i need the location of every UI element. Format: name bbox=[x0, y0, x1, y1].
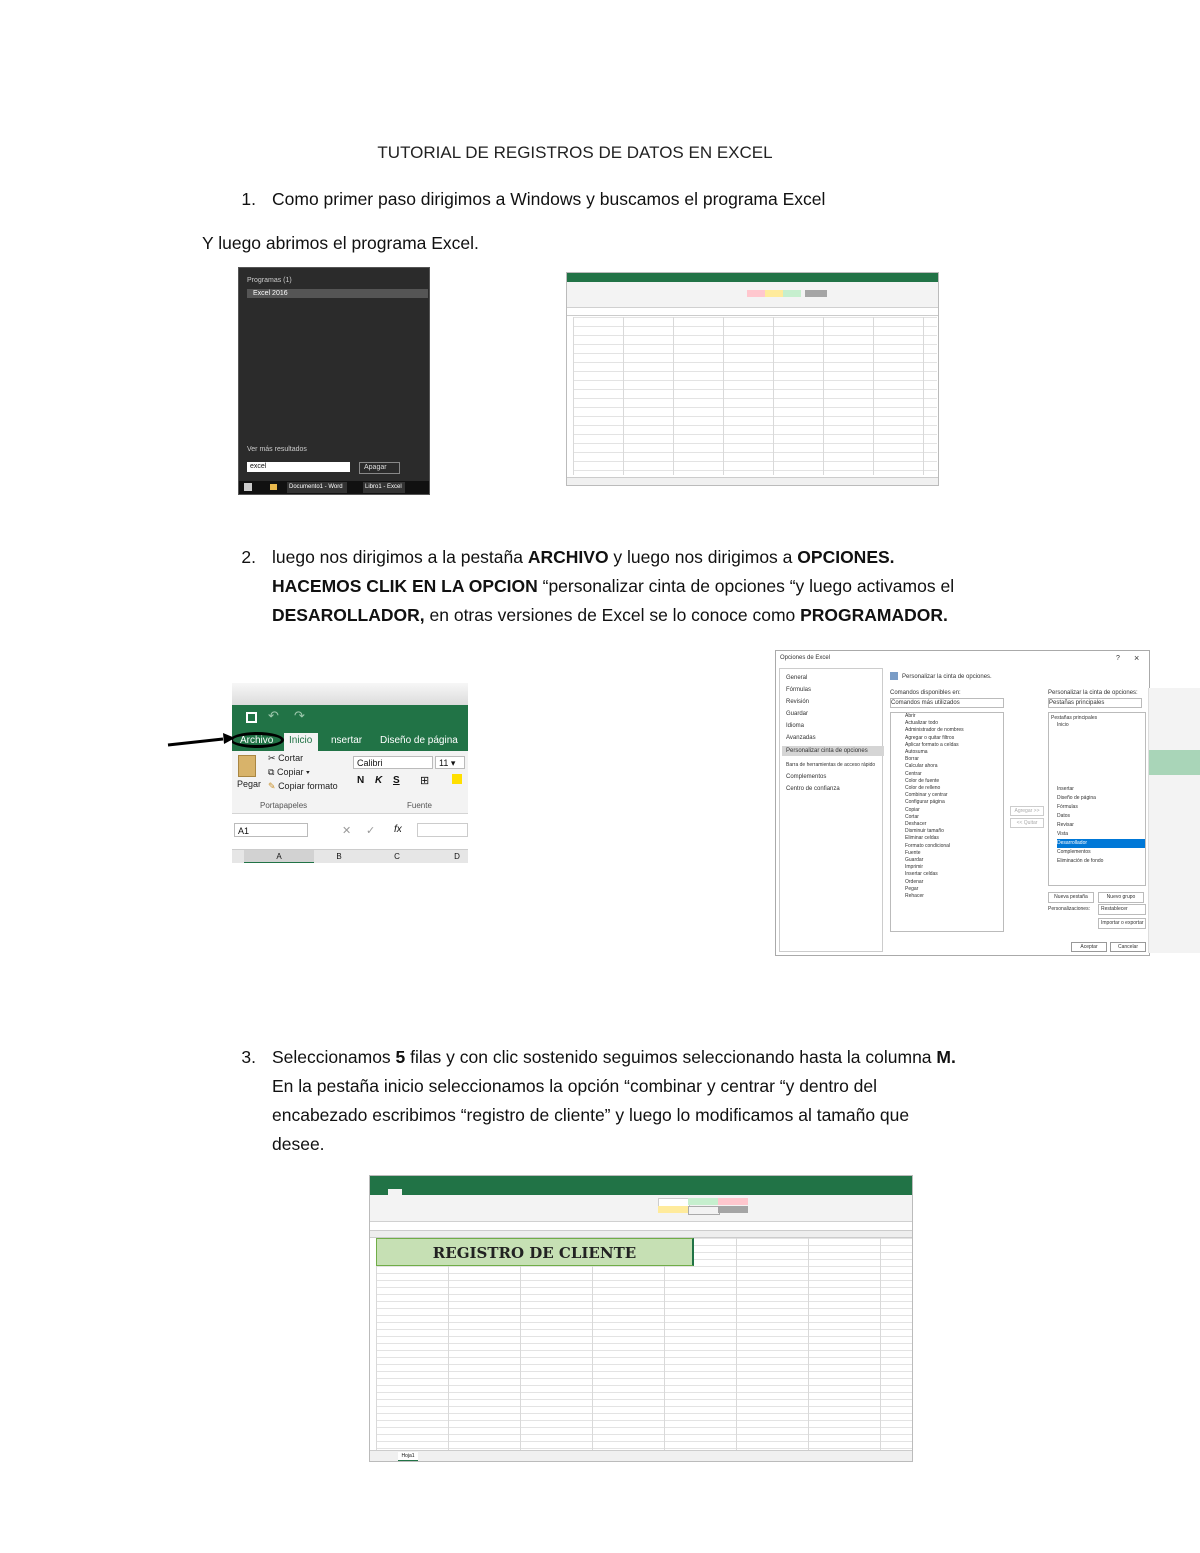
file-explorer-icon[interactable] bbox=[270, 484, 277, 490]
taskbar bbox=[239, 481, 429, 494]
undo-icon[interactable]: ↶ bbox=[268, 708, 279, 723]
step1-number: 1. bbox=[241, 189, 256, 209]
step2-l2-a: HACEMOS CLIK EN LA OPCION bbox=[272, 576, 538, 596]
merged-header-cell[interactable]: REGISTRO DE CLIENTE bbox=[376, 1238, 694, 1266]
bold-button[interactable]: N bbox=[357, 775, 365, 786]
ribbon-tab-item[interactable]: Insertar bbox=[1057, 786, 1074, 792]
formula-input[interactable] bbox=[417, 823, 468, 837]
customizations-label: Personalizaciones: bbox=[1048, 906, 1090, 912]
step3-number: 3. bbox=[241, 1047, 256, 1067]
save-icon[interactable] bbox=[246, 712, 257, 723]
nav-avanzadas[interactable]: Avanzadas bbox=[786, 735, 816, 741]
fill-color-icon[interactable] bbox=[452, 774, 462, 784]
tabs-tree-title: Pestañas principales bbox=[1051, 715, 1098, 721]
name-box-value: A1 bbox=[238, 826, 250, 836]
step2-l3-b: en otras versiones de Excel se lo conoce como bbox=[424, 605, 801, 625]
remove-button[interactable]: << Quitar bbox=[1010, 818, 1044, 828]
command-item[interactable]: Cortar bbox=[905, 813, 919, 820]
shutdown-button[interactable]: Apagar bbox=[359, 462, 400, 474]
paste-icon[interactable] bbox=[238, 755, 256, 777]
cut-label: Cortar bbox=[278, 753, 304, 763]
windows-start-icon[interactable] bbox=[244, 483, 252, 491]
programs-section: Programas (1) bbox=[247, 277, 292, 284]
command-item[interactable]: Color de relleno bbox=[905, 785, 941, 792]
style-neutral bbox=[658, 1206, 688, 1213]
import-export-button[interactable]: Importar o exportar bbox=[1098, 918, 1146, 929]
ribbon-tab-item[interactable]: Inicio bbox=[1057, 722, 1069, 728]
command-item[interactable]: Pegar bbox=[905, 885, 919, 892]
formula-bar[interactable] bbox=[567, 307, 938, 316]
step2-l2-b: “personalizar cinta de opciones “y luego activamos el bbox=[537, 576, 955, 596]
italic-button[interactable]: K bbox=[375, 775, 383, 786]
nav-revision[interactable]: Revisión bbox=[786, 699, 810, 705]
ribbon-tab-item[interactable]: Datos bbox=[1057, 813, 1071, 819]
ribbon-tab-item[interactable]: Fórmulas bbox=[1057, 804, 1078, 810]
excel3-grid[interactable] bbox=[376, 1238, 912, 1450]
nav-general[interactable]: General bbox=[786, 675, 808, 681]
nav-centro-confianza[interactable]: Centro de confianza bbox=[786, 786, 840, 792]
command-item[interactable]: Fuente bbox=[905, 849, 921, 856]
see-more-results[interactable]: Ver más resultados bbox=[247, 446, 307, 453]
nav-formulas[interactable]: Fórmulas bbox=[786, 687, 812, 693]
ribbon-body bbox=[232, 751, 468, 814]
taskbar-excel[interactable]: Libro1 - Excel bbox=[363, 482, 405, 493]
excel3-ribbon bbox=[370, 1195, 912, 1222]
right-edge-green-block bbox=[1149, 750, 1200, 775]
nav-idioma[interactable]: Idioma bbox=[786, 723, 805, 729]
ribbon-top-blur bbox=[232, 683, 468, 705]
document-title: TUTORIAL DE REGISTROS DE DATOS EN EXCEL bbox=[377, 143, 773, 162]
step3-line3: encabezado escribimos “registro de cliente” y luego lo modificamos al tamaño que bbox=[272, 1105, 910, 1125]
column-headers bbox=[232, 849, 468, 863]
step3-l1-d: M. bbox=[936, 1047, 956, 1067]
insert-function-icon[interactable]: fx bbox=[394, 824, 402, 835]
style-bad bbox=[718, 1198, 748, 1205]
command-item[interactable]: Combinar y centrar bbox=[905, 792, 948, 799]
options-heading: Personalizar la cinta de opciones. bbox=[902, 674, 992, 680]
excel-title-bar bbox=[567, 273, 938, 282]
ribbon-tab-item[interactable]: Revisar bbox=[1057, 822, 1074, 828]
options-nav bbox=[779, 668, 883, 952]
column-header-d[interactable]: D bbox=[454, 852, 460, 861]
command-item[interactable]: Aplicar formato a celdas bbox=[905, 741, 959, 748]
commands-list[interactable] bbox=[890, 712, 1004, 932]
dialog-title: Opciones de Excel bbox=[780, 655, 831, 661]
excel-ribbon bbox=[567, 282, 938, 308]
font-size-value: 11 bbox=[439, 758, 449, 768]
step3-line2: En la pestaña inicio seleccionamos la opción “combinar y centrar “y dentro del bbox=[272, 1076, 878, 1096]
commands-label: Comandos disponibles en: bbox=[890, 690, 961, 696]
command-item[interactable]: Color de fuente bbox=[905, 777, 940, 784]
copy-label: Copiar bbox=[276, 767, 304, 777]
copy-button[interactable]: ⧉ Copiar ▾ bbox=[268, 767, 310, 777]
close-dialog-button[interactable]: × bbox=[1134, 653, 1140, 663]
ribbon-tab-item[interactable]: Eliminación de fondo bbox=[1057, 858, 1104, 864]
style-calc bbox=[688, 1206, 720, 1215]
font-name-select[interactable] bbox=[353, 756, 433, 769]
tab-diseno[interactable]: Diseño de página bbox=[380, 735, 458, 746]
copy-icon: ⧉ bbox=[268, 767, 275, 777]
command-item[interactable]: Eliminar celdas bbox=[905, 835, 939, 842]
command-item[interactable]: Autosuma bbox=[905, 749, 928, 756]
excel-options-dialog bbox=[775, 650, 1150, 956]
ribbon-tab-desarrollador[interactable]: Desarrollador bbox=[1057, 839, 1145, 848]
step3-l1-c: filas y con clic sostenido seguimos seleccionando hasta la columna bbox=[405, 1047, 937, 1067]
format-painter-button[interactable] bbox=[268, 781, 338, 792]
style-swatch-good bbox=[783, 290, 801, 297]
ribbon-tab-row bbox=[232, 731, 468, 751]
ribbon-label: Personalizar la cinta de opciones: bbox=[1048, 690, 1138, 696]
nav-barra-acceso[interactable]: Barra de herramientas de acceso rápido bbox=[786, 762, 876, 768]
excel-search-result[interactable]: Excel 2016 bbox=[247, 289, 428, 298]
name-box[interactable] bbox=[234, 823, 308, 837]
ribbon-tab-item[interactable]: Complementos bbox=[1057, 849, 1091, 855]
nav-complementos[interactable]: Complementos bbox=[786, 774, 827, 780]
cancel-button[interactable]: Cancelar bbox=[1110, 942, 1146, 952]
step2-l1-b: ARCHIVO bbox=[527, 547, 609, 567]
new-group-button[interactable]: Nuevo grupo bbox=[1098, 892, 1144, 903]
tab-insertar[interactable]: nsertar bbox=[331, 735, 363, 746]
format-painter-label: Copiar formato bbox=[278, 781, 338, 791]
command-item[interactable]: Guardar bbox=[905, 857, 924, 864]
ok-button[interactable]: Aceptar bbox=[1071, 942, 1107, 952]
command-item[interactable]: Centrar bbox=[905, 770, 922, 777]
font-name-value: Calibri bbox=[357, 758, 383, 768]
command-item[interactable]: Calcular ahora bbox=[905, 763, 938, 770]
redo-icon[interactable]: ↷ bbox=[294, 708, 305, 723]
paste-label[interactable]: Pegar bbox=[237, 779, 262, 789]
step3-l1-a: Seleccionamos bbox=[272, 1047, 396, 1067]
command-item[interactable]: Imprimir bbox=[905, 864, 924, 871]
ribbon-tabs-tree[interactable] bbox=[1048, 712, 1146, 886]
ribbon-tab-item[interactable]: Diseño de página bbox=[1057, 795, 1096, 801]
command-item[interactable]: Administrador de nombres bbox=[905, 727, 964, 734]
portapapeles-group-label: Portapapeles bbox=[260, 801, 308, 810]
style-swatch-check bbox=[805, 290, 827, 297]
tab-inicio[interactable]: Inicio bbox=[289, 735, 313, 746]
command-item[interactable]: Insertar celdas bbox=[905, 871, 938, 878]
tabs-tree-items bbox=[1049, 721, 1145, 866]
style-swatch-bad bbox=[747, 290, 765, 297]
nav-guardar[interactable]: Guardar bbox=[786, 711, 809, 717]
options-content bbox=[888, 668, 1146, 952]
step3-line4: desee. bbox=[272, 1134, 325, 1154]
style-check bbox=[718, 1206, 748, 1213]
sheet-tab[interactable]: Hoja1 bbox=[398, 1452, 418, 1462]
fuente-group-label: Fuente bbox=[407, 801, 432, 810]
inicio-groups-spacer bbox=[1057, 730, 1145, 785]
column-header-c[interactable]: C bbox=[394, 852, 400, 861]
excel3-tab-row bbox=[370, 1188, 912, 1195]
excel3-sheet-bar bbox=[370, 1450, 912, 1462]
scissors-icon: ✂ bbox=[268, 753, 276, 763]
search-input[interactable]: excel bbox=[247, 462, 350, 472]
command-item[interactable]: Formato condicional bbox=[905, 842, 951, 849]
underline-button[interactable]: S bbox=[393, 775, 400, 786]
step3-l1-b: 5 bbox=[395, 1047, 406, 1067]
new-tab-button[interactable]: Nueva pestaña bbox=[1048, 892, 1094, 903]
column-header-a[interactable]: A bbox=[244, 850, 314, 863]
pointer-arrow-icon bbox=[165, 728, 240, 750]
excel3-formula-bar[interactable] bbox=[370, 1222, 912, 1231]
ribbon-customize-icon bbox=[890, 672, 898, 680]
confirm-entry-icon[interactable]: ✓ bbox=[366, 825, 376, 837]
command-item[interactable]: Actualizar todo bbox=[905, 720, 939, 727]
style-swatch-neutral bbox=[765, 290, 783, 297]
ribbon-screenshot bbox=[232, 683, 468, 863]
quick-access-bar bbox=[232, 705, 468, 731]
commands-select[interactable]: Comandos más utilizados bbox=[890, 698, 1004, 708]
cancel-entry-icon[interactable]: ✕ bbox=[342, 825, 352, 837]
excel-blank-workbook-screenshot bbox=[566, 272, 939, 486]
help-button[interactable]: ? bbox=[1116, 655, 1120, 662]
command-item[interactable]: Deshacer bbox=[905, 821, 927, 828]
tab-archivo[interactable]: Archivo bbox=[240, 735, 274, 746]
brush-icon: ✎ bbox=[268, 781, 276, 791]
taskbar-word[interactable]: Documento1 - Word bbox=[287, 482, 347, 493]
add-button[interactable]: Agregar >> bbox=[1010, 806, 1044, 816]
step1-follow: Y luego abrimos el programa Excel. bbox=[202, 233, 479, 253]
command-item[interactable]: Agregar o quitar filtros bbox=[905, 734, 955, 741]
step2-number: 2. bbox=[241, 547, 256, 567]
windows-search-screenshot bbox=[238, 267, 430, 495]
step2-l1-d: OPCIONES. bbox=[797, 547, 895, 567]
style-good bbox=[688, 1198, 718, 1205]
command-item[interactable]: Borrar bbox=[905, 756, 919, 763]
step2-l1-a: luego nos dirigimos a la pestaña bbox=[272, 547, 528, 567]
cut-button[interactable] bbox=[268, 753, 303, 764]
command-item[interactable]: Rehacer bbox=[905, 893, 924, 900]
ribbon-select[interactable]: Pestañas principales bbox=[1048, 698, 1142, 708]
borders-icon[interactable]: ⊞ bbox=[420, 775, 430, 787]
status-bar bbox=[567, 477, 938, 485]
excel-header-screenshot bbox=[369, 1175, 913, 1462]
nav-personalizar-cinta[interactable]: Personalizar cinta de opciones bbox=[782, 746, 884, 756]
column-header-b[interactable]: B bbox=[336, 852, 342, 861]
step2-line2 bbox=[272, 572, 1072, 601]
command-item[interactable]: Copiar bbox=[905, 806, 920, 813]
excel3-title-bar bbox=[370, 1176, 912, 1188]
step1-text: Como primer paso dirigimos a Windows y buscamos el programa Excel bbox=[272, 189, 826, 209]
reset-button[interactable]: Restablecer bbox=[1098, 904, 1146, 915]
excel3-column-headers bbox=[370, 1231, 912, 1238]
step2-l3-c: PROGRAMADOR. bbox=[800, 605, 948, 625]
step2-l3-a: DESAROLLADOR, bbox=[272, 605, 425, 625]
command-item[interactable]: Configurar página bbox=[905, 799, 945, 806]
command-item[interactable]: Ordenar bbox=[905, 878, 924, 885]
ribbon-tab-item[interactable]: Vista bbox=[1057, 831, 1069, 837]
command-item[interactable]: Abrir bbox=[905, 713, 916, 719]
command-item[interactable]: Disminuir tamaño bbox=[905, 828, 944, 835]
step2-l1-c: y luego nos dirigimos a bbox=[608, 547, 798, 567]
step2-line3 bbox=[272, 601, 1072, 630]
step2-line1 bbox=[272, 543, 1032, 572]
worksheet-grid[interactable] bbox=[573, 317, 937, 475]
right-edge-partial-screenshot bbox=[1148, 688, 1200, 953]
font-size-select[interactable]: 11 ▾ bbox=[435, 756, 465, 769]
step3-line1 bbox=[272, 1043, 1092, 1072]
commands-list-items bbox=[891, 713, 1003, 900]
